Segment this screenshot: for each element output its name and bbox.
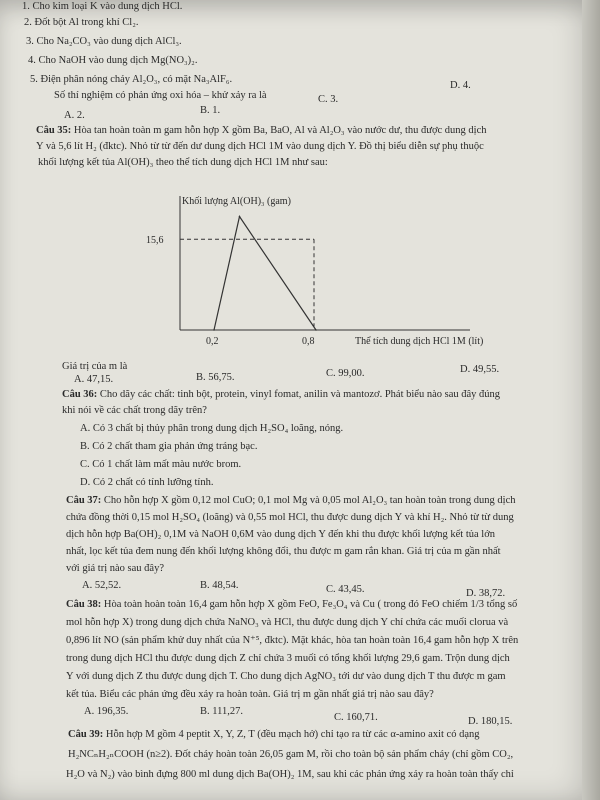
q35-option-b: B. 56,75. [196,372,235,383]
q37-option-b: B. 48,54. [200,580,239,591]
question-34-stem: Số thí nghiệm có phản ứng oxi hóa – khử xảy ra là [54,90,267,101]
statement-1: 1. Cho kim loại K vào dung dịch HCl. [22,1,183,12]
q35-label: Câu 35: [36,125,72,136]
q35-option-c: C. 99,00. [326,368,365,379]
q36-label: Câu 36: [62,389,98,400]
q37-line-5: với giá trị nào sau đây? [66,563,164,574]
q35-option-a: A. 47,15. [74,374,114,385]
q38-option-b: B. 111,27. [200,706,243,717]
q36-line-2: khi nói về các chất trong dãy trên? [62,405,207,416]
q35-line-2: Y và 5,6 lít H₂ (đktc). Nhỏ từ từ đến dư dung dịch HCl 1M vào dung dịch Y. Đồ thị biểu diễn sự phụ thuộc [36,141,484,152]
q35-text-1: Hòa tan hoàn toàn m gam hỗn hợp X gồm Ba, BaO, Al và Al₂O₃ vào nước dư, thu được dung dịch [73,125,487,136]
q34-option-a: A. 2. [64,110,85,121]
statement-4: 4. Cho NaOH vào dung dịch Mg(NO₃)₂. [28,55,198,66]
q38-option-a: A. 196,35. [84,706,129,717]
q38-line-2: mol hỗn hợp X) trong dung dịch chứa NaNO₃ và HCl, thu được dung dịch Y chỉ chứa các muối clorua và [66,617,509,628]
q39-line-2: H₂NCₙH₂ₙCOOH (n≥2). Đốt cháy hoàn toàn 26,05 gam M, rồi cho toàn bộ sản phẩm cháy (chỉ gồm CO₂, [68,749,514,760]
q38-label: Câu 38: [66,599,102,610]
q35-line-1 [36,124,487,137]
q34-option-b: B. 1. [200,105,221,116]
q37-option-a: A. 52,52. [82,580,122,591]
q34-option-c: C. 3. [318,94,339,105]
series-line [214,217,316,330]
x-tick-label: 0,8 [302,336,315,347]
precipitate-chart [140,190,520,350]
q38-text-1: Hòa toàn hoàn toàn 16,4 gam hỗn hợp X gồm FeO, Fe₃O₄ và Cu ( trong đó FeO chiếm 1/3 tổng số [103,599,518,610]
q36-option-a: A. Có 3 chất bị thủy phân trong dung dịch H₂SO₄ loãng, nóng. [80,423,344,434]
q38-option-c: C. 160,71. [334,712,378,723]
y-axis-label: Khối lượng Al(OH)₃ (gam) [182,196,291,207]
q39-label: Câu 39: [68,729,104,740]
data-point [213,329,215,331]
q37-label: Câu 37: [66,495,102,506]
q36-option-c: C. Có 1 chất làm mất màu nước brom. [80,459,242,470]
q36-option-d: D. Có 2 chất có tính lưỡng tính. [80,477,214,488]
q38-option-d: D. 180,15. [468,716,513,727]
q35-option-d: D. 49,55. [460,364,500,375]
q35-answer-prompt: Giá trị của m là [62,361,128,372]
q38-line-5: Y với dung dịch Z thu được dung dịch T. Cho dung dịch AgNO₃ tới dư vào dung dịch T thu được m gam [66,671,506,682]
q37-line-2: chứa đồng thời 0,15 mol H₂SO₄ (loãng) và 0,55 mol HCl, thu được dung dịch Y và khí H₂. Nhỏ từ từ dung [66,512,514,523]
q37-line-4: nhất, lọc kết tủa đem nung đến khối lượng không đổi, thu được m gam rắn khan. Giá trị của m gần nhất [66,546,501,557]
statement-5: 5. Điện phân nóng chảy Al₂O₃, có mặt Na₃AlF₆. [30,74,233,85]
statement-3: 3. Cho Na₂CO₃ vào dung dịch AlCl₃. [26,36,182,47]
q38-line-1 [66,598,517,611]
q36-text-1: Cho dãy các chất: tinh bột, protein, vinyl fomat, anilin và mantozơ. Phát biểu nào sau đây đúng [99,389,501,400]
data-point [239,216,241,218]
page-edge-shadow [582,0,600,800]
q39-line-3: H₂O và N₂) vào bình đựng 800 ml dung dịch Ba(OH)₂ 1M, sau khi các phản ứng xảy ra hoàn toàn thấy chỉ [66,769,514,780]
q39-text-1: Hỗn hợp M gồm 4 peptit X, Y, Z, T (đều mạch hở) chỉ tạo ra từ các α-amino axit có dạng [105,729,480,740]
q38-line-4: trong dung dịch HCl thu được dung dịch Z chỉ chứa 3 muối có tổng khối lượng 29,6 gam. Trộn dung dịch [66,653,510,664]
statement-2: 2. Đốt bột Al trong khí Cl₂. [24,17,139,28]
q37-option-c: C. 43,45. [326,584,365,595]
q37-line-1 [66,494,516,507]
chart-svg [140,190,520,350]
q38-line-3: 0,896 lít NO (sản phẩm khử duy nhất của N⁺⁵, đktc). Mặt khác, hòa tan hoàn toàn 16,4 gam hỗn hợp X trên [66,635,519,646]
data-point [315,329,317,331]
q35-line-3: khối lượng kết tủa Al(OH)₃ theo thể tích dung dịch HCl 1M như sau: [38,157,328,168]
q34-option-d: D. 4. [450,80,471,91]
q39-line-1 [68,728,480,741]
x-tick-label: 0,2 [206,336,219,347]
q36-option-b: B. Có 2 chất tham gia phản ứng tráng bạc. [80,441,258,452]
q37-line-3: dịch hỗn hợp Ba(OH)₂ 0,1M và NaOH 0,6M vào dung dịch Y đến khi thu được khối lượng kết tủa lớn [66,529,495,540]
q38-line-6: kết tủa. Biểu các phản ứng đều xảy ra hoàn toàn. Giá trị m gần nhất giá trị nào sau đây? [66,689,434,700]
q36-line-1 [62,388,500,401]
q37-text-1: Cho hỗn hợp X gồm 0,12 mol CuO; 0,1 mol Mg và 0,05 mol Al₂O₃ tan hoàn toàn trong dung dịch [103,495,516,506]
q37-option-d: D. 38,72. [466,588,506,599]
y-tick-label: 15,6 [146,235,164,247]
x-axis-label: Thể tích dung dịch HCl 1M (lít) [355,336,484,347]
